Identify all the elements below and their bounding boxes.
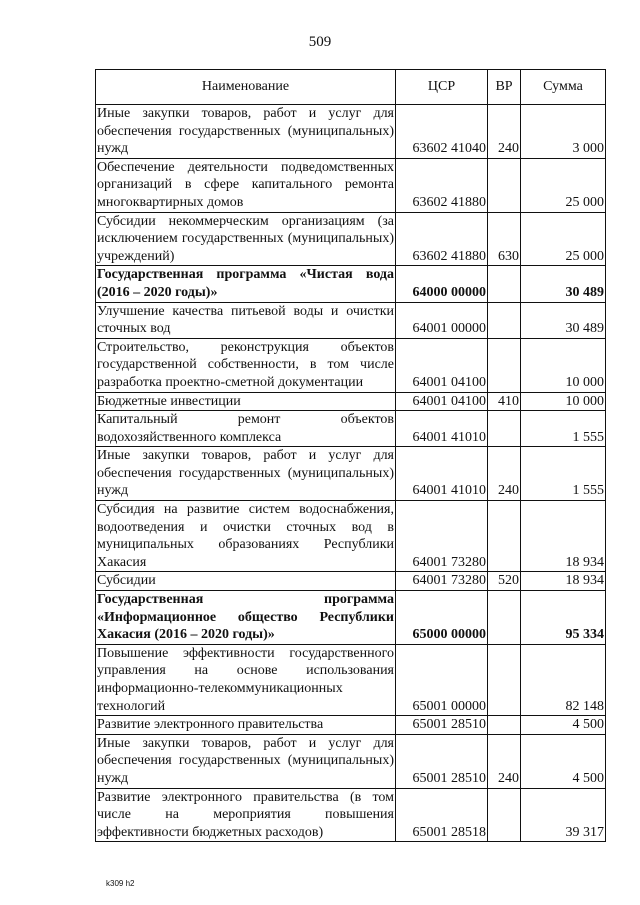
row-vr xyxy=(488,411,521,447)
row-vr xyxy=(488,302,521,338)
header-name: Наименование xyxy=(96,70,396,105)
row-name: Строительство, реконструкция объектов государственной собственности, в том числе разработка проектно-сметной документации xyxy=(96,338,396,392)
row-name: Обеспечение деятельности подведомственных организаций в сфере капитального ремонта многоквартирных домов xyxy=(96,158,396,212)
row-vr xyxy=(488,591,521,645)
row-name: Капитальный ремонт объектов водохозяйственного комплекса xyxy=(96,411,396,447)
row-sum: 10 000 xyxy=(521,392,606,411)
table-row xyxy=(96,501,606,572)
table-row xyxy=(96,392,606,411)
row-sum: 4 500 xyxy=(521,716,606,735)
table-row xyxy=(96,788,606,842)
row-csr: 65000 00000 xyxy=(396,591,488,645)
table-row xyxy=(96,302,606,338)
row-name: Повышение эффективности государственного управления на основе использования информационно-телекоммуникационных технологий xyxy=(96,644,396,715)
row-sum: 25 000 xyxy=(521,212,606,266)
row-name: Улучшение качества питьевой воды и очистки сточных вод xyxy=(96,302,396,338)
header-vr: ВР xyxy=(488,70,521,105)
row-vr: 240 xyxy=(488,447,521,501)
row-name: Иные закупки товаров, работ и услуг для обеспечения государственных (муниципальных) нужд xyxy=(96,447,396,501)
row-vr: 240 xyxy=(488,734,521,788)
row-csr: 64001 00000 xyxy=(396,302,488,338)
row-sum: 10 000 xyxy=(521,338,606,392)
row-sum: 1 555 xyxy=(521,411,606,447)
row-sum: 3 000 xyxy=(521,105,606,159)
row-vr xyxy=(488,266,521,302)
row-csr: 64001 73280 xyxy=(396,572,488,591)
row-name: Бюджетные инвестиции xyxy=(96,392,396,411)
row-sum: 25 000 xyxy=(521,158,606,212)
row-vr xyxy=(488,338,521,392)
row-vr: 410 xyxy=(488,392,521,411)
row-name: Государственная программа «Информационное общество Республики Хакасия (2016 – 2020 годы)» xyxy=(96,591,396,645)
page-number: 509 xyxy=(308,34,332,50)
row-name: Субсидия на развитие систем водоснабжения, водоотведения и очистки сточных вод в муниципальных образованиях Республики Хакасия xyxy=(96,501,396,572)
row-csr: 64000 00000 xyxy=(396,266,488,302)
row-csr: 64001 73280 xyxy=(396,501,488,572)
row-csr: 64001 04100 xyxy=(396,392,488,411)
row-sum: 39 317 xyxy=(521,788,606,842)
row-vr xyxy=(488,501,521,572)
row-sum: 4 500 xyxy=(521,734,606,788)
row-vr: 240 xyxy=(488,105,521,159)
row-csr: 65001 28510 xyxy=(396,734,488,788)
table-row xyxy=(96,212,606,266)
row-vr xyxy=(488,788,521,842)
row-vr xyxy=(488,716,521,735)
row-sum: 18 934 xyxy=(521,501,606,572)
row-csr: 63602 41040 xyxy=(396,105,488,159)
table-row xyxy=(96,734,606,788)
table-row xyxy=(96,591,606,645)
table-row xyxy=(96,158,606,212)
row-csr: 65001 28510 xyxy=(396,716,488,735)
row-vr xyxy=(488,158,521,212)
row-name: Субсидии некоммерческим организациям (за исключением государственных (муниципальных) учреждений) xyxy=(96,212,396,266)
table-row xyxy=(96,338,606,392)
row-name: Иные закупки товаров, работ и услуг для обеспечения государственных (муниципальных) нужд xyxy=(96,105,396,159)
row-sum: 30 489 xyxy=(521,302,606,338)
header-csr: ЦСР xyxy=(396,70,488,105)
table-row xyxy=(96,644,606,715)
row-csr: 63602 41880 xyxy=(396,212,488,266)
row-csr: 65001 28518 xyxy=(396,788,488,842)
row-name: Государственная программа «Чистая вода (2016 – 2020 годы)» xyxy=(96,266,396,302)
row-sum: 95 334 xyxy=(521,591,606,645)
row-csr: 65001 00000 xyxy=(396,644,488,715)
budget-table xyxy=(95,69,606,842)
header-sum: Сумма xyxy=(521,70,606,105)
row-vr: 520 xyxy=(488,572,521,591)
table-row xyxy=(96,572,606,591)
table-row xyxy=(96,105,606,159)
row-sum: 30 489 xyxy=(521,266,606,302)
table-row xyxy=(96,447,606,501)
row-vr xyxy=(488,644,521,715)
table-body xyxy=(96,105,606,842)
table-row xyxy=(96,716,606,735)
row-vr: 630 xyxy=(488,212,521,266)
row-sum: 82 148 xyxy=(521,644,606,715)
row-csr: 63602 41880 xyxy=(396,158,488,212)
row-csr: 64001 41010 xyxy=(396,447,488,501)
row-csr: 64001 41010 xyxy=(396,411,488,447)
footer-code: k309 h2 xyxy=(106,879,135,888)
row-name: Развитие электронного правительства (в том числе на мероприятия повышения эффективности бюджетных расходов) xyxy=(96,788,396,842)
row-name: Иные закупки товаров, работ и услуг для обеспечения государственных (муниципальных) нужд xyxy=(96,734,396,788)
row-name: Субсидии xyxy=(96,572,396,591)
row-csr: 64001 04100 xyxy=(396,338,488,392)
row-name: Развитие электронного правительства xyxy=(96,716,396,735)
row-sum: 18 934 xyxy=(521,572,606,591)
table-row xyxy=(96,266,606,302)
table-header-row xyxy=(96,70,606,105)
row-sum: 1 555 xyxy=(521,447,606,501)
table-row xyxy=(96,411,606,447)
